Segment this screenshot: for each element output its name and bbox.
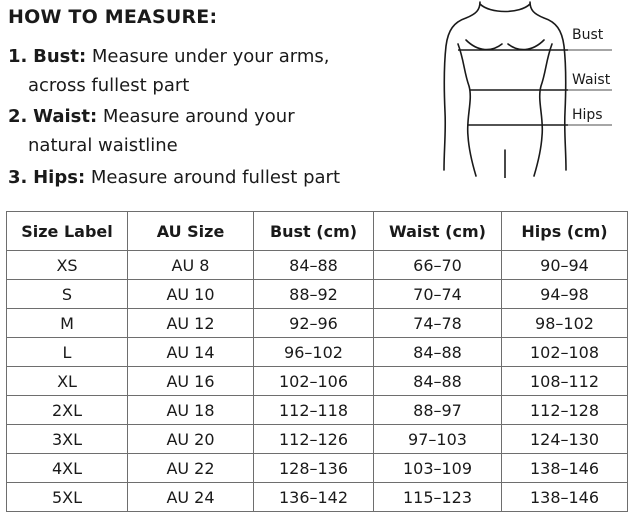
- header-bust: Bust (cm): [254, 212, 374, 251]
- au-size-cell: AU 12: [128, 309, 254, 338]
- step-text: Measure under your arms,: [91, 46, 330, 67]
- au-size-cell: AU 20: [128, 425, 254, 454]
- step-number: 3.: [8, 167, 28, 188]
- torso-left: [458, 44, 476, 176]
- size-chart-table: [6, 211, 628, 512]
- size-label-cell: 3XL: [7, 425, 128, 454]
- table-row: [7, 251, 628, 280]
- body-outline-icon: [436, 0, 626, 178]
- hips-cell: 112–128: [502, 396, 628, 425]
- size-label-cell: L: [7, 338, 128, 367]
- bust-cell: 102–106: [254, 367, 374, 396]
- bust-cell: 84–88: [254, 251, 374, 280]
- hips-cell: 108–112: [502, 367, 628, 396]
- step-bust: [8, 42, 330, 100]
- bust-cell: 112–118: [254, 396, 374, 425]
- waist-cell: 97–103: [374, 425, 502, 454]
- hips-cell: 94–98: [502, 280, 628, 309]
- bust-label: Bust: [572, 27, 604, 43]
- size-label-cell: 4XL: [7, 454, 128, 483]
- au-size-cell: AU 16: [128, 367, 254, 396]
- au-size-cell: AU 10: [128, 280, 254, 309]
- waist-cell: 115–123: [374, 483, 502, 512]
- waist-cell: 103–109: [374, 454, 502, 483]
- right-arm-outline: [530, 2, 566, 170]
- step-term: Bust:: [33, 46, 87, 67]
- header-waist: Waist (cm): [374, 212, 502, 251]
- waist-cell: 84–88: [374, 367, 502, 396]
- table-row: [7, 396, 628, 425]
- guide-title: HOW TO MEASURE:: [8, 6, 218, 28]
- left-arm-outline: [444, 2, 480, 170]
- bust-cell: 96–102: [254, 338, 374, 367]
- waist-cell: 84–88: [374, 338, 502, 367]
- step-number: 1.: [8, 46, 28, 67]
- waist-label: Waist: [572, 72, 611, 88]
- table-row: [7, 280, 628, 309]
- size-label-cell: M: [7, 309, 128, 338]
- step-text: Measure around fullest part: [90, 167, 341, 188]
- hips-label: Hips: [572, 107, 603, 123]
- size-label-cell: 2XL: [7, 396, 128, 425]
- waist-cell: 70–74: [374, 280, 502, 309]
- au-size-cell: AU 18: [128, 396, 254, 425]
- hips-cell: 102–108: [502, 338, 628, 367]
- table-row: [7, 425, 628, 454]
- au-size-cell: AU 22: [128, 454, 254, 483]
- step-text: Measure around your: [102, 106, 295, 127]
- neckline: [480, 4, 530, 12]
- waist-cell: 74–78: [374, 309, 502, 338]
- step-number: 2.: [8, 106, 28, 127]
- hips-cell: 138–146: [502, 483, 628, 512]
- step-hips: [8, 163, 340, 192]
- step-text-continued: across fullest part: [28, 75, 190, 96]
- size-label-cell: XS: [7, 251, 128, 280]
- hips-cell: 124–130: [502, 425, 628, 454]
- table-row: [7, 454, 628, 483]
- header-size-label: Size Label: [7, 212, 128, 251]
- table-row: [7, 367, 628, 396]
- body-measurement-figure: [436, 0, 626, 178]
- waist-cell: 88–97: [374, 396, 502, 425]
- bust-cell: 128–136: [254, 454, 374, 483]
- hips-cell: 90–94: [502, 251, 628, 280]
- au-size-cell: AU 14: [128, 338, 254, 367]
- bust-cell: 88–92: [254, 280, 374, 309]
- table-header-row: [7, 212, 628, 251]
- au-size-cell: AU 24: [128, 483, 254, 512]
- header-au-size: AU Size: [128, 212, 254, 251]
- waist-cell: 66–70: [374, 251, 502, 280]
- step-text-continued: natural waistline: [28, 135, 178, 156]
- table-row: [7, 483, 628, 512]
- table-row: [7, 338, 628, 367]
- header-hips: Hips (cm): [502, 212, 628, 251]
- au-size-cell: AU 8: [128, 251, 254, 280]
- step-term: Hips:: [33, 167, 86, 188]
- bust-cell: 112–126: [254, 425, 374, 454]
- size-label-cell: S: [7, 280, 128, 309]
- table-row: [7, 309, 628, 338]
- bust-cell: 136–142: [254, 483, 374, 512]
- size-label-cell: XL: [7, 367, 128, 396]
- step-waist: [8, 102, 295, 160]
- hips-cell: 138–146: [502, 454, 628, 483]
- torso-right: [534, 44, 552, 176]
- step-term: Waist:: [33, 106, 98, 127]
- hips-cell: 98–102: [502, 309, 628, 338]
- bust-cell: 92–96: [254, 309, 374, 338]
- size-label-cell: 5XL: [7, 483, 128, 512]
